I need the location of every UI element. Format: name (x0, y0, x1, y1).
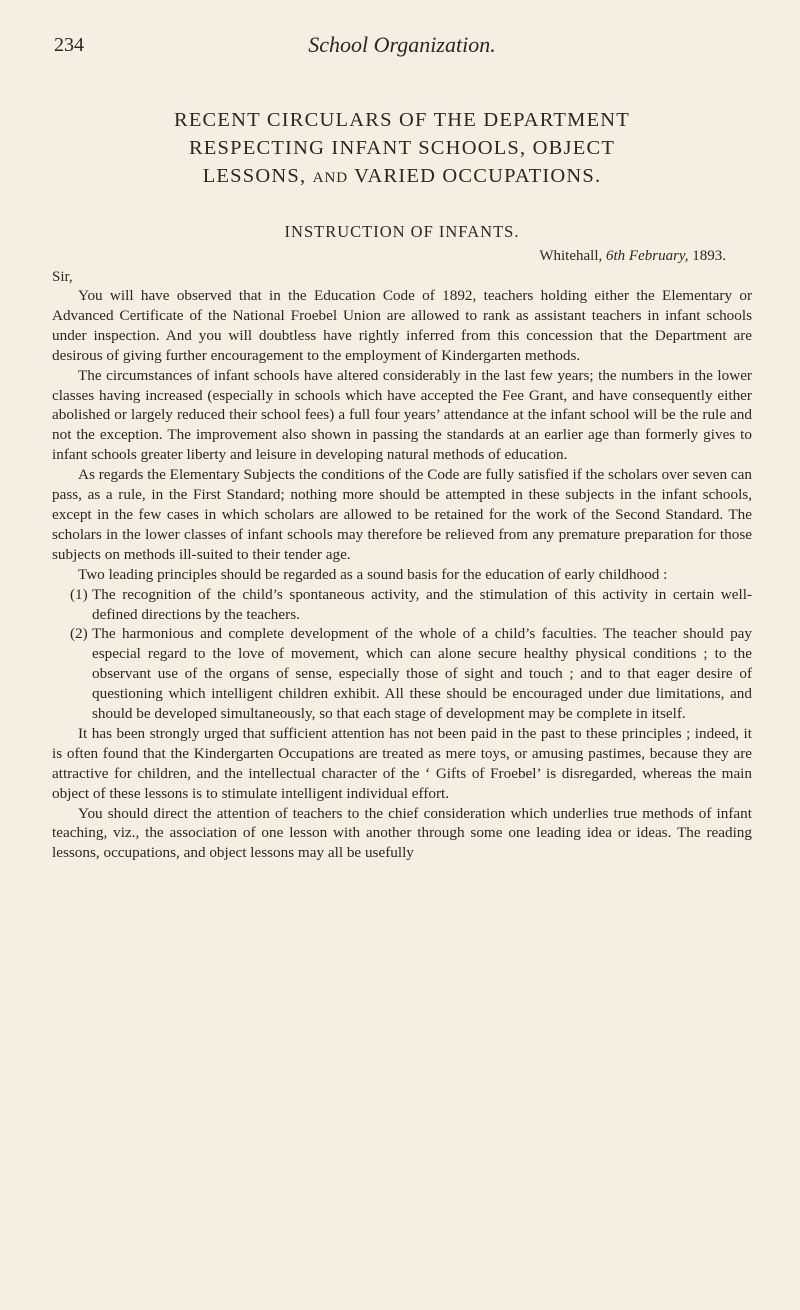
page-number: 234 (54, 34, 84, 56)
paragraph: As regards the Elementary Subjects the conditions of the Code are fully satisfied if the scholars over seven can pass, as a rule, in the First Standard; nothing more should be attempted in these subjects in the infant schools, except in the few cases in which scholars are allowed to be retained for the work of the Second Standard. The scholars in the lower classes of infant schools may therefore be relieved from any premature preparation for those subjects on methods ill-suited to their tender age. (52, 466, 752, 563)
list-item-number: (1) (70, 585, 88, 603)
list-item-text: The recognition of the child’s spontaneous activity, and the stimulation of this activity in certain well-defined directions by the teachers. (92, 585, 752, 623)
chapter-title-line-1: RECENT CIRCULARS OF THE DEPARTMENT (173, 109, 631, 131)
list-item-text: The harmonious and complete development of the whole of a child’s faculties. The teacher should pay especial regard to the love of movement, which can alone secure healthy physical conditions ; to the observant use of the organs of sense, especially those of sight and touch ; and to that eager desire of questioning which intelligent children exhibit. All these should be encouraged under due limitations, and should be developed simultaneously, so that each stage of development may be complete in itself. (92, 625, 752, 723)
paragraph: Two leading principles should be regarded as a sound basis for the education of early childhood : (78, 565, 668, 583)
list-item-number: (2) (70, 625, 88, 643)
chapter-title (52, 106, 752, 192)
running-title: School Organization. (308, 32, 496, 57)
list-item (52, 624, 752, 724)
body-text (52, 286, 752, 863)
running-head (52, 28, 752, 62)
paragraph: You will have observed that in the Education Code of 1892, teachers holding either the Elementary or Advanced Certificate of the National Froebel Union are allowed to rank as assistant teachers in infant schools under inspection. And you will doubtless have rightly inferred from this concession that the Department are desirous of giving further encouragement to the employment of Kindergarten methods. (52, 287, 752, 364)
paragraph: You should direct the attention of teachers to the chief consideration which underlies true methods of infant teaching, viz., the association of one lesson with another through some one leading idea or ideas. The reading lessons, occupations, and object lessons may all be usefully (52, 804, 752, 862)
paragraph: It has been strongly urged that sufficient attention has not been paid in the past to these principles ; indeed, it is often found that the Kindergarten Occupations are treated as mere toys, or amusing pastimes, because they are attractive for children, and the intellectual character of the ‘ Gifts of Froebel’ is disregarded, whereas the main object of these lessons is to stimulate intelligent individual effort. (52, 724, 752, 802)
book-page (52, 28, 752, 863)
paragraph: The circumstances of infant schools have altered considerably in the last few years; the numbers in the lower classes having increased (especially in schools which have accepted the Fee Grant, and have consequently either abolished or largely reduced their school fees) a full four years’ attendance at the infant school will be the rule and not the exception. The improvement also shown in passing the standards at an earlier age than formerly gives to infant schools greater liberty and leisure in developing natural methods of education. (52, 366, 752, 464)
list-item (52, 585, 752, 625)
chapter-title-line-3: LESSONS, AND VARIED OCCUPATIONS. (202, 165, 602, 187)
chapter-title-line-2: RESPECTING INFANT SCHOOLS, OBJECT (188, 137, 616, 159)
dateline: Whitehall, 6th February, 1893. (539, 248, 726, 264)
principles-list (52, 585, 752, 724)
salutation: Sir, (52, 269, 73, 285)
circular-title: INSTRUCTION OF INFANTS. (284, 222, 520, 241)
